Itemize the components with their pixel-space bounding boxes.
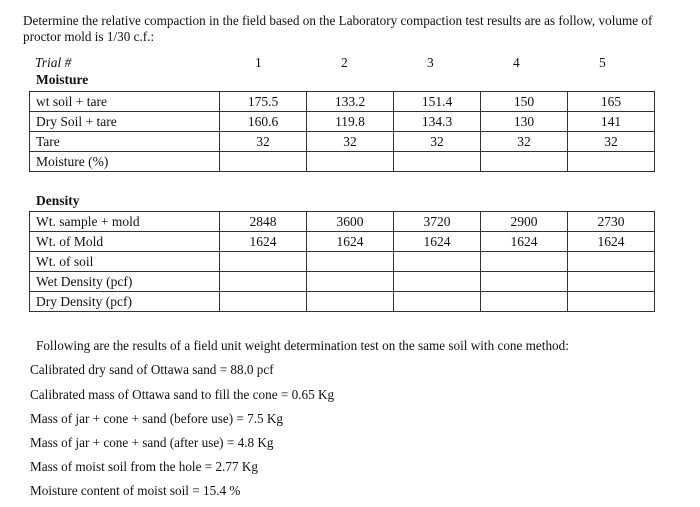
table-cell	[394, 292, 481, 312]
table-cell	[481, 252, 568, 272]
trial-number: 4	[513, 55, 520, 70]
table-cell	[394, 272, 481, 292]
row-label: Wt. of soil	[30, 252, 220, 272]
table-cell: 1624	[220, 232, 307, 252]
row-label: Wet Density (pcf)	[30, 272, 220, 292]
problem-statement: Determine the relative compaction in the field based on the Laboratory compaction test results are as follow, volume of proctor mold is 1/30 c.f.:	[23, 13, 653, 44]
table-cell	[307, 272, 394, 292]
table-cell: 1624	[394, 232, 481, 252]
row-label: wt soil + tare	[30, 92, 220, 112]
table-cell: 133.2	[307, 92, 394, 112]
table-cell	[568, 152, 655, 172]
table-row	[30, 292, 655, 312]
table-cell: 3720	[394, 212, 481, 232]
table-cell: 150	[481, 92, 568, 112]
moisture-section-title: Moisture	[36, 72, 89, 87]
table-cell: 32	[220, 132, 307, 152]
trial-label: Trial #	[35, 55, 72, 70]
field-item: Mass of jar + cone + sand (after use) = 4.8 Kg	[30, 435, 274, 450]
density-section-title: Density	[36, 193, 80, 208]
row-label: Wt. sample + mold	[30, 212, 220, 232]
table-cell	[568, 272, 655, 292]
density-table	[29, 211, 655, 312]
trial-number: 5	[599, 55, 606, 70]
table-cell	[220, 292, 307, 312]
table-row	[30, 92, 655, 112]
table-cell	[481, 152, 568, 172]
field-item: Mass of moist soil from the hole = 2.77 Kg	[30, 459, 258, 474]
table-cell	[394, 152, 481, 172]
table-cell: 3600	[307, 212, 394, 232]
table-row	[30, 272, 655, 292]
table-cell: 1624	[481, 232, 568, 252]
table-cell: 130	[481, 112, 568, 132]
row-label: Tare	[30, 132, 220, 152]
table-cell: 134.3	[394, 112, 481, 132]
table-cell: 141	[568, 112, 655, 132]
table-cell	[307, 152, 394, 172]
table-cell: 1624	[568, 232, 655, 252]
table-cell: 32	[394, 132, 481, 152]
table-row	[30, 112, 655, 132]
table-row	[30, 252, 655, 272]
table-cell: 1624	[307, 232, 394, 252]
table-cell: 32	[307, 132, 394, 152]
field-item: Mass of jar + cone + sand (before use) = 7.5 Kg	[30, 411, 284, 426]
row-label: Wt. of Mold	[30, 232, 220, 252]
field-item: Moisture content of moist soil = 15.4 %	[30, 483, 241, 498]
table-cell: 119.8	[307, 112, 394, 132]
row-label: Moisture (%)	[30, 152, 220, 172]
table-row	[30, 232, 655, 252]
table-cell	[220, 272, 307, 292]
row-label: Dry Density (pcf)	[30, 292, 220, 312]
table-cell	[307, 292, 394, 312]
moisture-table	[29, 91, 655, 172]
table-cell: 32	[568, 132, 655, 152]
table-cell: 151.4	[394, 92, 481, 112]
row-label: Dry Soil + tare	[30, 112, 220, 132]
table-cell	[568, 252, 655, 272]
table-row	[30, 152, 655, 172]
trial-number: 3	[427, 55, 434, 70]
table-cell: 165	[568, 92, 655, 112]
table-row	[30, 132, 655, 152]
trial-header-row	[29, 55, 649, 73]
table-cell: 2900	[481, 212, 568, 232]
table-cell: 160.6	[220, 112, 307, 132]
field-item: Calibrated dry sand of Ottawa sand = 88.0 pcf	[30, 362, 274, 377]
table-cell	[220, 252, 307, 272]
table-cell: 175.5	[220, 92, 307, 112]
table-row	[30, 212, 655, 232]
trial-number: 2	[341, 55, 348, 70]
field-test-heading: Following are the results of a field unit weight determination test on the same soil with cone method:	[36, 338, 569, 353]
table-cell	[481, 272, 568, 292]
table-cell	[307, 252, 394, 272]
table-cell: 32	[481, 132, 568, 152]
table-cell	[568, 292, 655, 312]
table-cell: 2848	[220, 212, 307, 232]
table-cell: 2730	[568, 212, 655, 232]
table-cell	[394, 252, 481, 272]
table-cell	[481, 292, 568, 312]
trial-number: 1	[255, 55, 262, 70]
field-item: Calibrated mass of Ottawa sand to fill the cone = 0.65 Kg	[30, 387, 335, 402]
table-cell	[220, 152, 307, 172]
